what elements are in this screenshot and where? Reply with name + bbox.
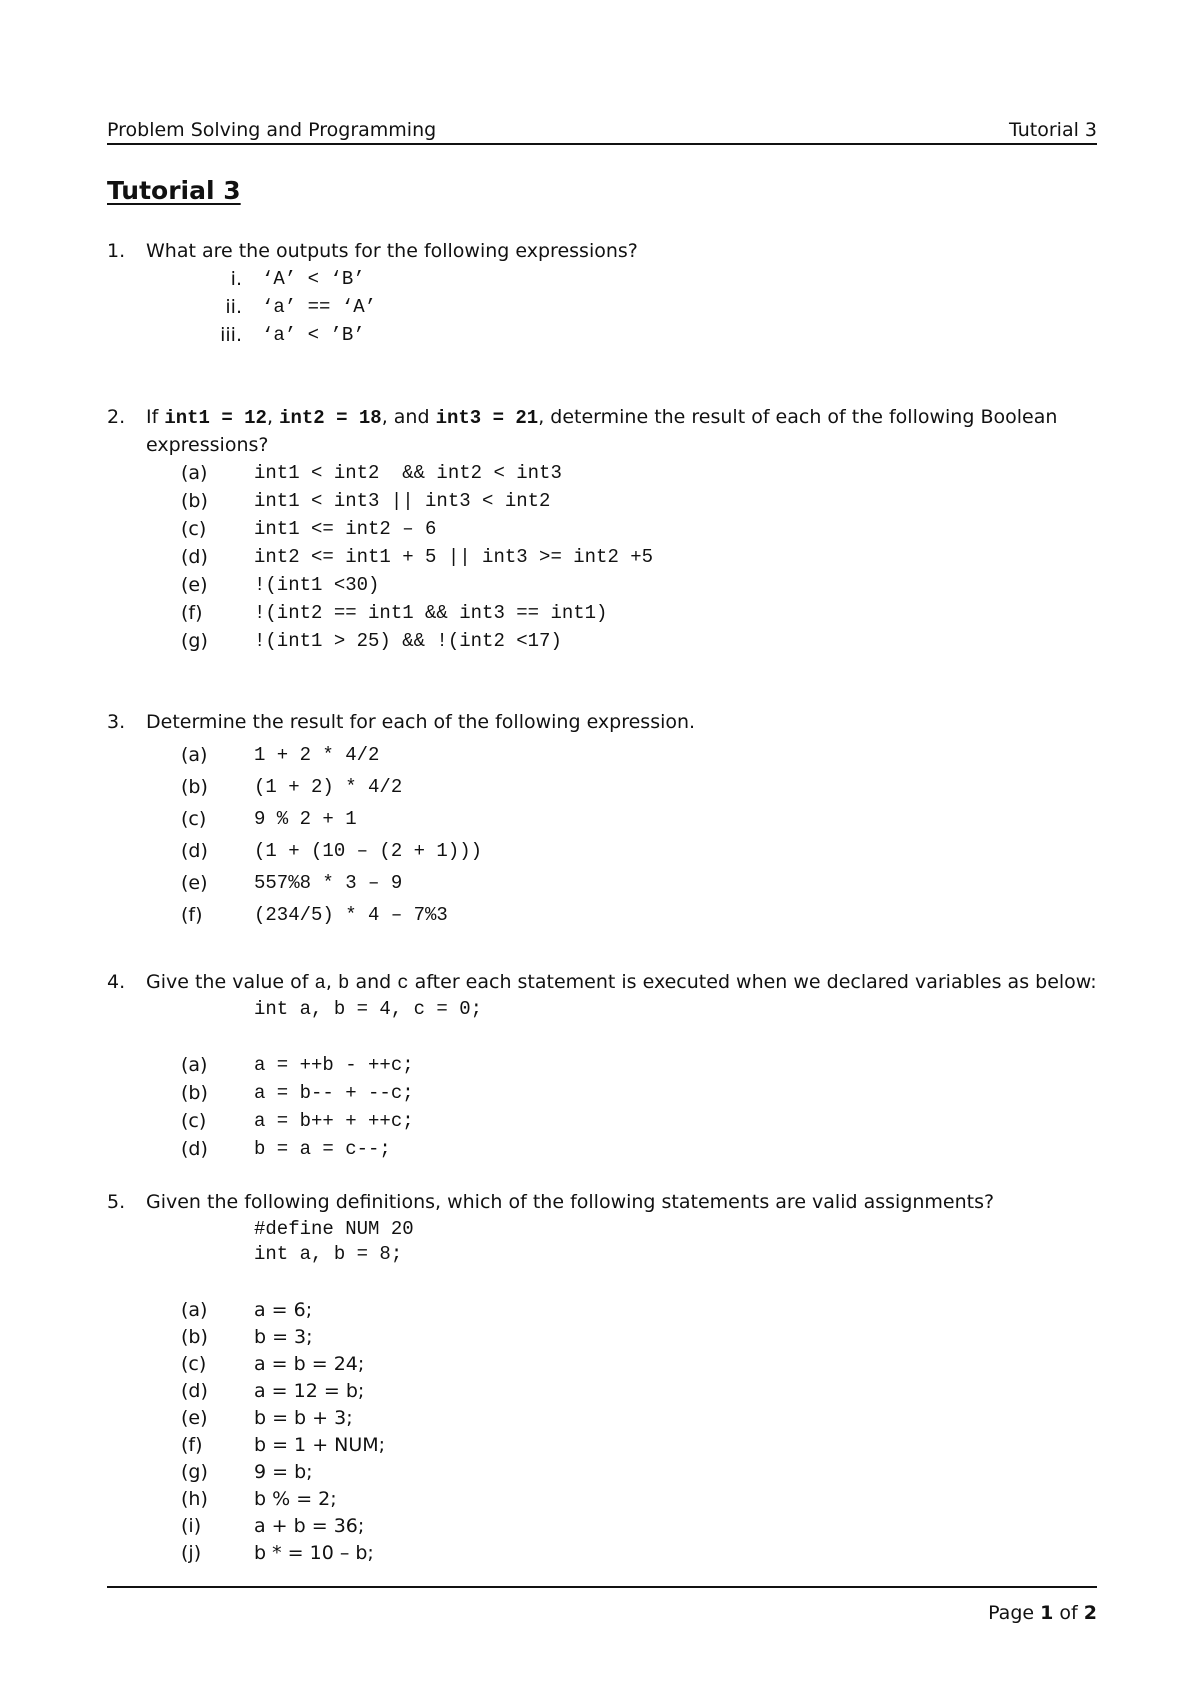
list-item-expression: a = 12 = b; [254, 1380, 365, 1402]
list-item-label: (e) [181, 1407, 208, 1429]
declaration-code: int a, b = 8; [254, 1243, 403, 1265]
list-item-expression: 9 = b; [254, 1461, 313, 1483]
header-tutorial-label: Tutorial 3 [1009, 119, 1097, 141]
header-course-title: Problem Solving and Programming [107, 119, 437, 141]
list-item-label: i. [230, 268, 242, 290]
list-item-expression: ‘a’ == ‘A’ [262, 296, 377, 318]
question-2-text-continued: expressions? [146, 434, 269, 456]
list-item-expression: b = a = c--; [254, 1138, 391, 1160]
list-item-label: (g) [181, 630, 208, 652]
list-item-expression: b * = 10 – b; [254, 1542, 374, 1564]
list-item-label: (a) [181, 1299, 208, 1321]
list-item-label: (f) [181, 602, 203, 624]
list-item-label: (d) [181, 1138, 208, 1160]
list-item-expression: int2 <= int1 + 5 || int3 >= int2 +5 [254, 546, 654, 568]
list-item-label: (g) [181, 1461, 208, 1483]
define-code: #define NUM 20 [254, 1218, 414, 1240]
list-item-label: (c) [181, 518, 207, 540]
list-item-expression: 557%8 * 3 – 9 [254, 872, 403, 894]
list-item-label: iii. [220, 324, 242, 346]
list-item-expression: int1 <= int2 – 6 [254, 518, 437, 540]
list-item-expression: a = b-- + --c; [254, 1082, 414, 1104]
list-item-label: (f) [181, 1434, 203, 1456]
list-item-expression: !(int1 > 25) && !(int2 <17) [254, 630, 562, 652]
list-item-expression: !(int1 <30) [254, 574, 380, 596]
list-item-expression: b = 3; [254, 1326, 313, 1348]
list-item-label: (h) [181, 1488, 208, 1510]
list-item-label: (c) [181, 1110, 207, 1132]
list-item-label: (d) [181, 840, 208, 862]
list-item-label: (b) [181, 1082, 208, 1104]
question-1-number: 1. [107, 240, 126, 262]
header-rule [107, 143, 1097, 145]
question-3-number: 3. [107, 711, 126, 733]
list-item-label: (f) [181, 904, 203, 926]
list-item-expression: int1 < int3 || int3 < int2 [254, 490, 551, 512]
list-item-expression: (1 + (10 – (2 + 1))) [254, 840, 483, 862]
list-item-label: (b) [181, 490, 208, 512]
question-3-text: Determine the result for each of the following expression. [146, 711, 696, 733]
question-2-text: If int1 = 12, int2 = 18, and int3 = 21, determine the result of each of the following Boolean [146, 406, 1058, 429]
list-item-label: (b) [181, 1326, 208, 1348]
list-item-expression: a = ++b - ++c; [254, 1054, 414, 1076]
list-item-expression: 1 + 2 * 4/2 [254, 744, 380, 766]
list-item-expression: b % = 2; [254, 1488, 337, 1510]
declaration-code: int a, b = 4, c = 0; [254, 998, 483, 1020]
list-item-expression: a = 6; [254, 1299, 313, 1321]
list-item-expression: a + b = 36; [254, 1515, 365, 1537]
list-item-expression: a = b++ + ++c; [254, 1110, 414, 1132]
list-item-expression: ‘a’ < ’B’ [262, 324, 365, 346]
question-4-number: 4. [107, 971, 126, 993]
question-2-number: 2. [107, 406, 126, 428]
list-item-expression: b = b + 3; [254, 1407, 353, 1429]
list-item-expression: int1 < int2 && int2 < int3 [254, 462, 562, 484]
list-item-label: (b) [181, 776, 208, 798]
question-4-text: Give the value of a, b and c after each statement is executed when we declared variables as below: [146, 971, 1097, 994]
list-item-label: (j) [181, 1542, 202, 1564]
list-item-label: (a) [181, 462, 208, 484]
list-item-label: (i) [181, 1515, 202, 1537]
list-item-label: ii. [225, 296, 242, 318]
list-item-expression: b = 1 + NUM; [254, 1434, 386, 1456]
list-item-label: (d) [181, 546, 208, 568]
list-item-expression: !(int2 == int1 && int3 == int1) [254, 602, 608, 624]
list-item-expression: a = b = 24; [254, 1353, 365, 1375]
list-item-label: (c) [181, 808, 207, 830]
page-title: Tutorial 3 [107, 176, 241, 205]
question-5-text: Given the following definitions, which of the following statements are valid assignments? [146, 1191, 995, 1213]
list-item-expression: ‘A’ < ‘B’ [262, 268, 365, 290]
list-item-expression: 9 % 2 + 1 [254, 808, 357, 830]
footer-rule [107, 1586, 1097, 1588]
list-item-label: (a) [181, 1054, 208, 1076]
list-item-label: (d) [181, 1380, 208, 1402]
list-item-label: (e) [181, 574, 208, 596]
list-item-label: (e) [181, 872, 208, 894]
question-5-number: 5. [107, 1191, 126, 1213]
list-item-label: (a) [181, 744, 208, 766]
list-item-expression: (1 + 2) * 4/2 [254, 776, 403, 798]
page-number: Page 1 of 2 [988, 1602, 1097, 1624]
question-1-text: What are the outputs for the following expressions? [146, 240, 638, 262]
list-item-label: (c) [181, 1353, 207, 1375]
list-item-expression: (234/5) * 4 – 7%3 [254, 904, 448, 926]
